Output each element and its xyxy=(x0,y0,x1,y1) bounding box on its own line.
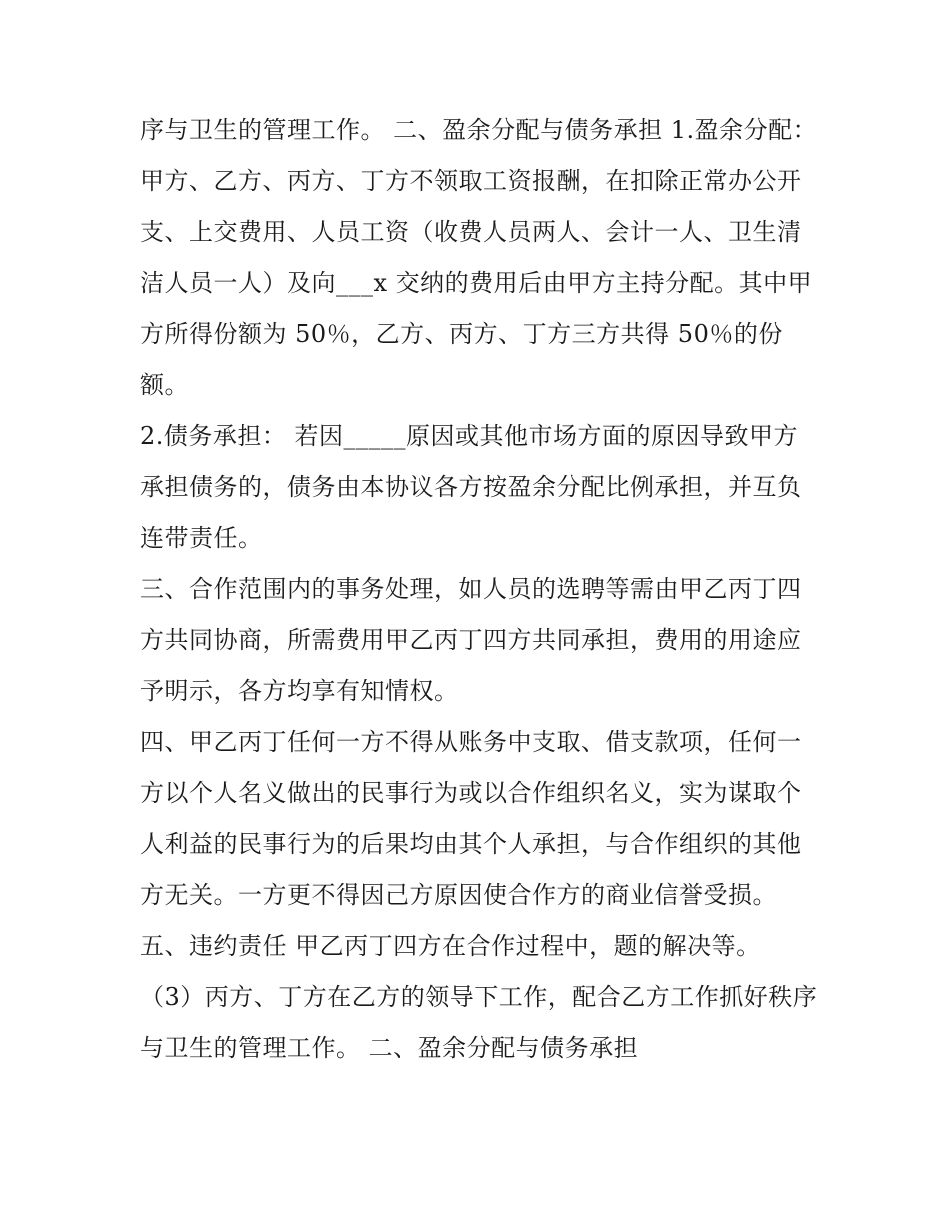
paragraph-work-arrangement: （3）丙方、丁方在乙方的领导下工作，配合乙方工作抓好秩序与卫生的管理工作。 二、盈余分配与债务承担 xyxy=(140,983,818,1062)
paragraph-breach-liability: 五、违约责任 甲乙丙丁四方在合作过程中，题的解决等。 xyxy=(140,932,761,960)
paragraph-debt-bearing: 2.债务承担： 若因_____原因或其他市场方面的原因导致甲方承担债务的，债务由本协议各方按盈余分配比例承担，并互负连带责任。 xyxy=(140,422,802,552)
paragraph-affairs-handling: 三、合作范围内的事务处理，如人员的选聘等需由甲乙丙丁四方共同协商，所需费用甲乙丙丁四方共同承担，费用的用途应予明示，各方均享有知情权。 xyxy=(140,575,802,705)
paragraph-account-rules: 四、甲乙丙丁任何一方不得从账务中支取、借支款项，任何一方以个人名义做出的民事行为或以合作组织名义，实为谋取个人利益的民事行为的后果均由其个人承担，与合作组织的其他方无关。一方更不得因己方原因使合作方的商业信誉受损。 xyxy=(140,728,802,909)
paragraph-profit-distribution-intro: 序与卫生的管理工作。 二、盈余分配与债务承担 1.盈余分配： xyxy=(140,116,818,144)
document-body xyxy=(140,105,820,1074)
paragraph-profit-distribution: 甲方、乙方、丙方、丁方不领取工资报酬，在扣除正常办公开支、上交费用、人员工资（收费人员两人、会计一人、卫生清洁人员一人）及向___x 交纳的费用后由甲方主持分配。其中甲方所得份额为 50％，乙方、丙方、丁方三方共得 50％的份额。 xyxy=(140,167,813,399)
